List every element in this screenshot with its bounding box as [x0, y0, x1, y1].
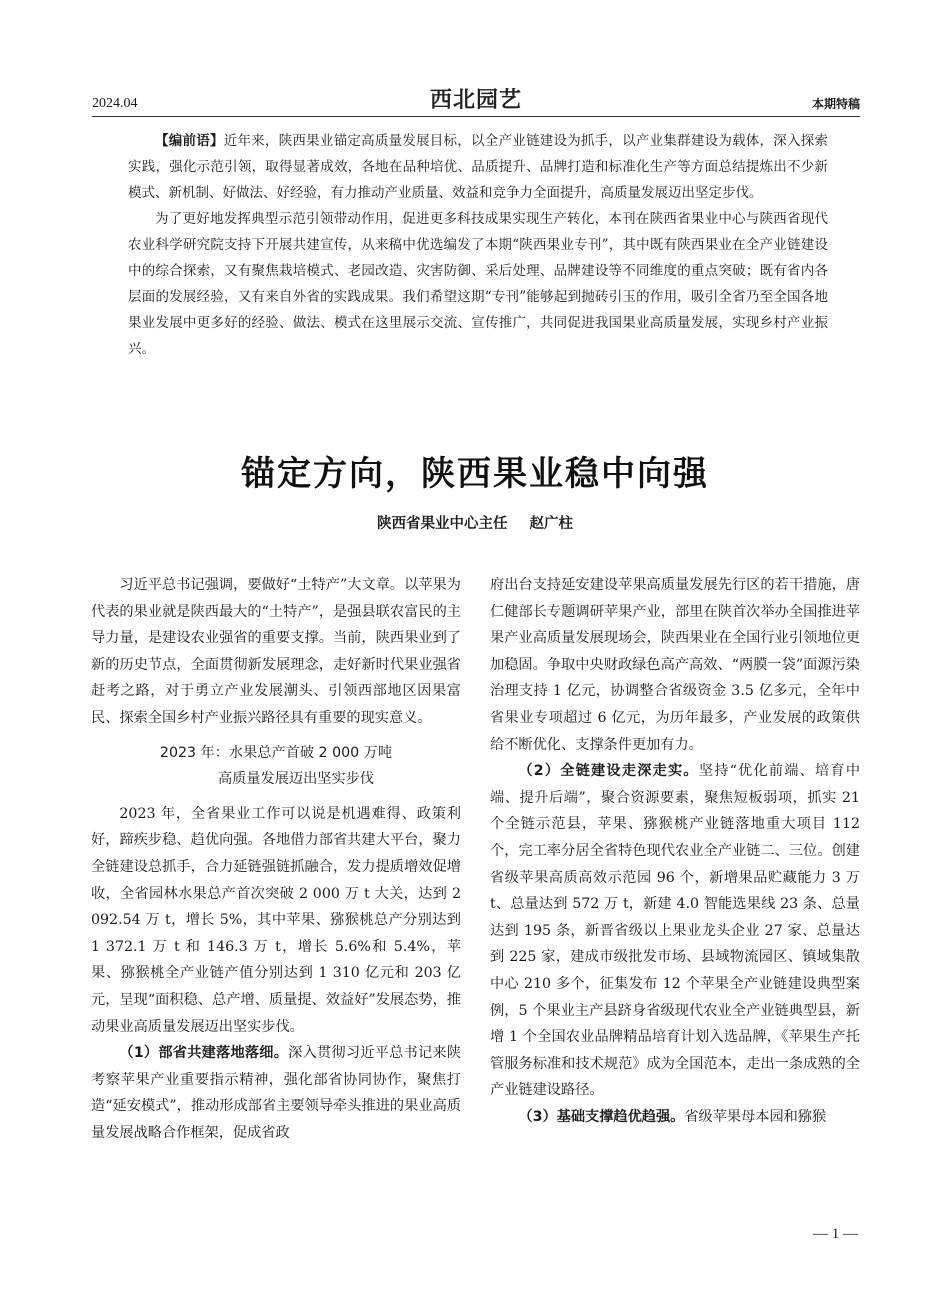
- paragraph-point-3: [490, 1104, 860, 1131]
- byline: [0, 512, 950, 533]
- point-1-heading: （1）部省共建落地落细。: [119, 1045, 289, 1062]
- page-header: [92, 86, 860, 116]
- intro-paragraph: 习近平总书记强调，要做好“土特产”大文章。以苹果为代表的果业就是陕西最大的“土特产”，是强县联农富民的主导力量，是建设农业强省的重要支撑。当前，陕西果业到了新的历史节点，全面贯彻新发展理念，走好新时代果业强省赶考之路，对于勇立产业发展潮头、引领西部地区因果富民、探索全国乡村产业振兴路径具有重要的现实意义。: [91, 577, 461, 726]
- section-subheading: [91, 740, 461, 793]
- point-2-heading: （2）全链建设走深走实。: [518, 763, 699, 780]
- paragraph-point-2: [490, 758, 860, 1104]
- journal-logo: 西北园艺: [429, 87, 523, 113]
- header-divider: [92, 116, 860, 117]
- column-right: [490, 572, 860, 1130]
- article-title: 锚定方向，陕西果业稳中向强: [241, 454, 709, 494]
- editor-note-tag: 【编前语】: [155, 133, 224, 149]
- point-3-heading: （3）基础支撑趋优趋强。: [518, 1108, 685, 1125]
- editor-note-paragraph-2: 为了更好地发挥典型示范引领带动作用，促进更多科技成果实现生产转化，本刊在陕西省果业中心与陕西省现代农业科学研究院支持下开展共建宣传，从来稿中优选编发了本期“陕西果业专刊”，其中既有陕西果业在全产业链建设中的综合探索，又有聚焦栽培模式、老园改造、灾害防御、采后处理、品牌建设等不同维度的重点突破；既有省内各层面的发展经验，又有来自外省的实践成果。我们希望这期“专刊”能够起到抛砖引玉的作用，吸引全省乃至全国各地果业发展中更多好的经验、做法、模式在这里展示交流、宣传推广，共同促进我国果业高质量发展，实现乡村产业振兴。: [128, 211, 828, 357]
- subheading-line-2: 高质量发展迈出坚实步伐: [217, 771, 375, 788]
- paragraph-point-1: [91, 1040, 461, 1146]
- issue-date: 2024.04: [92, 96, 138, 111]
- paragraph-2023: 2023 年，全省果业工作可以说是机遇难得、政策利好，蹄疾步稳、趋优向强。各地借力部省共建大平台，聚力全链建设总抓手，合力延链强链抓融合，发力提质增效促增收，全省园林水果总产首次突破 2 000 万 t 大关，达到 2 092.54 万 t，增长 5%，其中苹果、猕猴桃总产分别达到 1 372.1 万 t 和 146.3 万 t，增长 5.6%和 5.4%，苹果、猕猴桃全产业链产值分别达到 1 310 亿元和 203 亿元，呈现“面积稳、总产增、质量提、效益好”发展态势，推动果业高质量发展迈出坚实步伐。: [91, 805, 461, 1035]
- byline-author: 赵广柱: [529, 516, 573, 532]
- section-label: 本期特稿: [811, 97, 860, 111]
- editor-note: [128, 128, 828, 362]
- editor-note-paragraph-1: [128, 128, 828, 206]
- editor-note-text-1: 近年来，陕西果业锚定高质量发展目标，以全产业链建设为抓手，以产业集群建设为载体，深入探索实践，强化示范引领，取得显著成效，各地在品种培优、品质提升、品牌打造和标准化生产等方面总结提炼出不少新模式、新机制、好做法、好经验，有力推动产业质量、效益和竞争力全面提升，高质量发展迈出坚定步伐。: [128, 133, 829, 201]
- point-2-body: 坚持“优化前端、培育中端、提升后端”，聚合资源要素，聚焦短板弱项，抓实 21 个全链示范县，苹果、猕猴桃产业链落地重大项目 112 个，完工率分居全省特色现代农业全产业链二、三位。创建省级苹果高质高效示范园 96 个，新增果品贮藏能力 3 万 t、总量达到 572 万 t，新建 4.0 智能选果线 23 条、总量达到 195 条，新晋省级以上果业龙头企业 27 家、总量达到 225 家，建成市级批发市场、县域物流园区、镇域集散中心 210 多个，征集发布 12 个苹果全产业链建设典型案例，5 个果业主产县跻身省级现代农业全产业链典型县，新增 1 个全国农业品牌精品培育计划入选品牌，《苹果生产托管服务标准和技术规范》成为全国范本，走出一条成熟的全产业链建设路径。: [490, 763, 861, 1099]
- byline-organization: 陕西省果业中心主任: [377, 516, 508, 532]
- point-1-body: 深入贯彻习近平总书记来陕考察苹果产业重要指示精神，强化部省协同协作，聚焦打造“延安模式”，推动形成部省主要领导牵头推进的果业高质量发展战略合作框架，促成省政: [91, 1045, 461, 1141]
- subheading-line-1: 2023 年：水果总产首破 2 000 万吨: [159, 744, 393, 761]
- point-3-body: 省级苹果母本园和猕猴: [684, 1108, 827, 1125]
- page-number: — 1 —: [813, 1226, 858, 1242]
- column-left: [91, 572, 461, 1146]
- paragraph-point-1-continued: 府出台支持延安建设苹果高质量发展先行区的若干措施，唐仁健部长专题调研苹果产业，部里在陕首次举办全国推进苹果产业高质量发展现场会，陕西果业在全国行业引领地位更加稳固。争取中央财政绿色高产高效、“两膜一袋”面源污染治理支持 1 亿元，协调整合省级资金 3.5 亿多元，全年中省果业专项超过 6 亿元，为历年最多，产业发展的政策供给不断优化、支撑条件更加有力。: [490, 577, 860, 753]
